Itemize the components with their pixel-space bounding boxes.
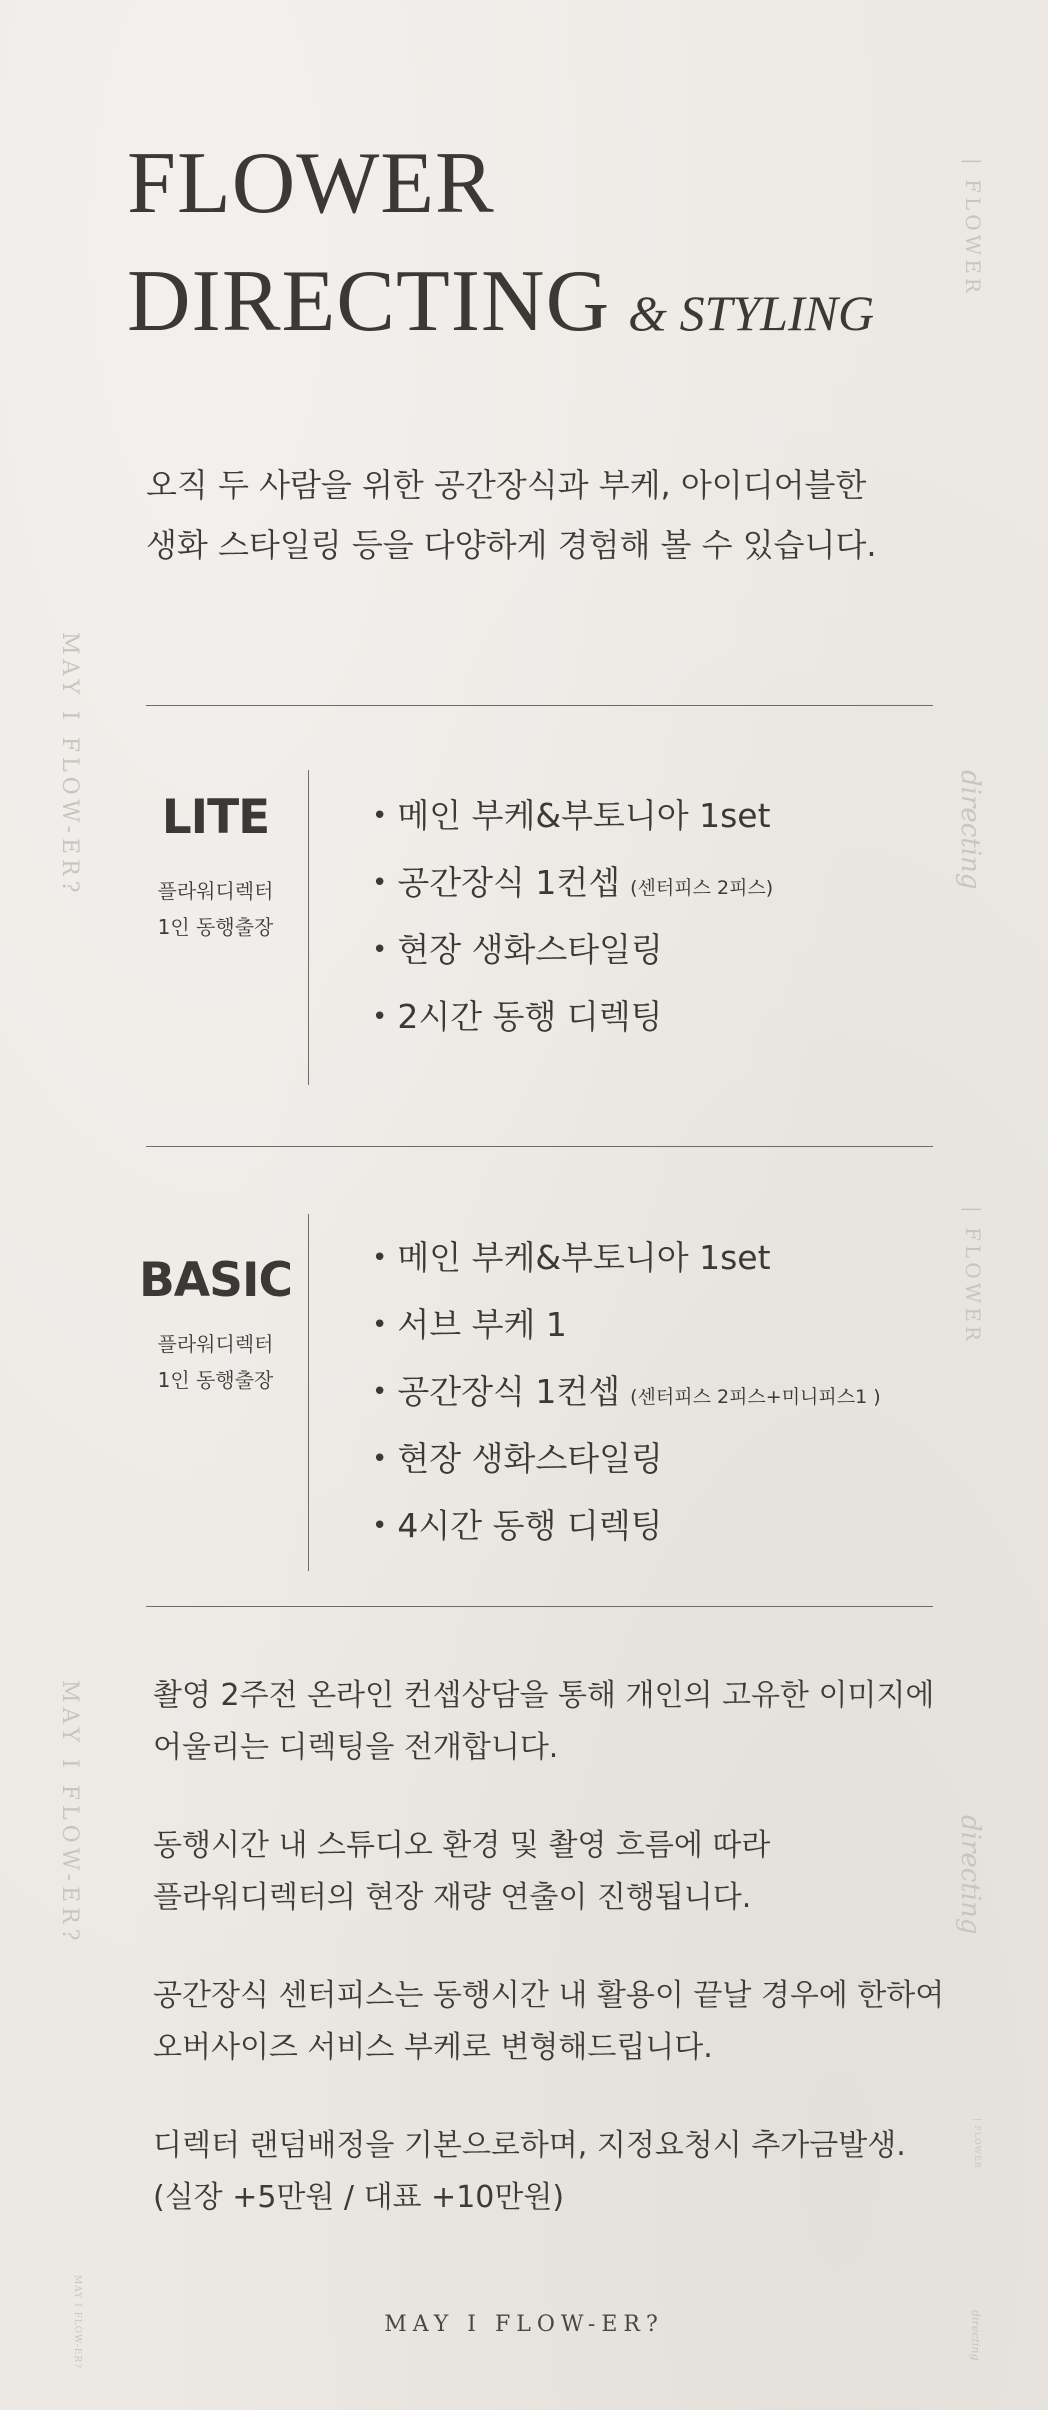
plan-basic-sub-line-1: 플라워디렉터 (157, 1332, 274, 1356)
plan-basic-items (372, 1224, 881, 1559)
plan-lite-subtitle (113, 873, 318, 945)
title-line-1: FLOWER (127, 135, 495, 232)
divider-top (146, 705, 933, 706)
side-text-right-flower-2: | FLOWER (961, 1206, 985, 1345)
note-paragraph (153, 2120, 953, 2224)
plan-item (372, 1291, 881, 1358)
title-line-2 (127, 243, 874, 372)
bullet-icon: • (372, 935, 388, 965)
plan-lite-items (372, 782, 773, 1050)
divider-middle (146, 1146, 933, 1147)
note-paragraph (153, 1670, 953, 1774)
note-paragraph (153, 1820, 953, 1924)
side-text-right-directing-2: directing (955, 1815, 985, 1935)
plan-item (372, 983, 773, 1050)
note-line: 오버사이즈 서비스 부케로 변형해드립니다. (153, 2030, 713, 2065)
plan-item-note: (센터피스 2피스) (630, 877, 774, 899)
bullet-icon: • (372, 1377, 388, 1407)
plan-item-text: 메인 부케&부토니아 1set (397, 1238, 771, 1277)
note-line: 동행시간 내 스튜디오 환경 및 촬영 흐름에 따라 (153, 1828, 771, 1863)
title-suffix: & STYLING (628, 285, 875, 341)
side-text-right-directing-1: directing (955, 770, 985, 890)
plan-lite-sub-line-1: 플라워디렉터 (157, 879, 274, 903)
plan-item (372, 1224, 881, 1291)
plan-item (372, 1492, 881, 1559)
bullet-icon: • (372, 1243, 388, 1273)
plan-item-text: 2시간 동행 디렉팅 (397, 997, 663, 1036)
plan-item (372, 782, 773, 849)
page-title (127, 125, 874, 372)
note-line: 공간장식 센터피스는 동행시간 내 활용이 끝날 경우에 한하여 (153, 1978, 945, 2013)
plan-item-text: 공간장식 1컨셉 (397, 1372, 621, 1411)
plan-item-text: 현장 생화스타일링 (397, 1439, 663, 1478)
plan-item (372, 1425, 881, 1492)
note-line: (실장 +5만원 / 대표 +10만원) (153, 2180, 565, 2215)
notes (153, 1670, 953, 2270)
plan-item-note: (센터피스 2피스+미니피스1 ) (630, 1386, 881, 1408)
intro-text (146, 455, 946, 575)
plan-lite-name: LITE (161, 790, 270, 845)
note-line: 플라워디렉터의 현장 재량 연출이 진행됩니다. (153, 1880, 752, 1915)
side-text-right-flower-3: | FLOWER (973, 2118, 982, 2169)
plan-basic-subtitle (113, 1326, 318, 1398)
plan-basic-sub-line-2: 1인 동행출장 (157, 1368, 274, 1392)
note-line: 촬영 2주전 온라인 컨셉상담을 통해 개인의 고유한 이미지에 (153, 1678, 935, 1713)
plan-item-text: 4시간 동행 디렉팅 (397, 1506, 663, 1545)
note-paragraph (153, 1970, 953, 2074)
bullet-icon: • (372, 1511, 388, 1541)
plan-lite-sub-line-2: 1인 동행출장 (157, 915, 274, 939)
note-line: 어울리는 디렉팅을 전개합니다. (153, 1730, 559, 1765)
bullet-icon: • (372, 1310, 388, 1340)
bullet-icon: • (372, 868, 388, 898)
intro-line-1: 오직 두 사람을 위한 공간장식과 부케, 아이디어블한 (146, 466, 867, 504)
plan-item (372, 1358, 881, 1425)
note-line: 디렉터 랜덤배정을 기본으로하며, 지정요청시 추가금발생. (153, 2128, 906, 2163)
title-directing: DIRECTING (127, 253, 611, 350)
side-text-left-3: MAY I FLOW-ER? (72, 2275, 82, 2369)
plan-item-text: 서브 부케 1 (397, 1305, 567, 1344)
bullet-icon: • (372, 1002, 388, 1032)
plan-item (372, 849, 773, 916)
side-text-left-2: MAY I FLOW-ER? (57, 1680, 82, 1946)
plan-basic-name: BASIC (138, 1253, 293, 1308)
bullet-icon: • (372, 1444, 388, 1474)
plan-item-text: 공간장식 1컨셉 (397, 863, 621, 902)
side-text-left-1: MAY I FLOW-ER? (57, 632, 82, 898)
bullet-icon: • (372, 801, 388, 831)
divider-bottom (146, 1606, 933, 1607)
plan-item-text: 현장 생화스타일링 (397, 930, 663, 969)
intro-line-2: 생화 스타일링 등을 다양하게 경험해 볼 수 있습니다. (146, 526, 877, 564)
plan-item-text: 메인 부케&부토니아 1set (397, 796, 771, 835)
footer-brand: MAY I FLOW-ER? (384, 2312, 664, 2337)
plan-item (372, 916, 773, 983)
side-text-right-directing-3: directing (969, 2310, 982, 2361)
side-text-right-flower-1: | FLOWER (961, 158, 985, 297)
